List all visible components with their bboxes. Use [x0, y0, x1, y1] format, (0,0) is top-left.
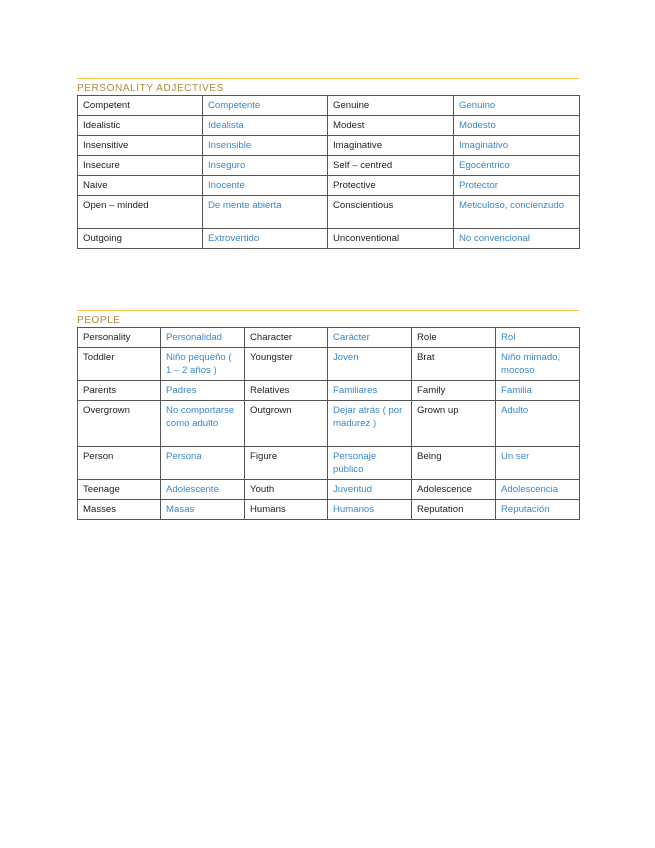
- spanish-translation-cell: Competente: [203, 96, 328, 116]
- spanish-translation-cell: Niño mimado, mocoso: [496, 348, 580, 381]
- english-term-cell: Outgoing: [78, 229, 203, 249]
- people-table: [77, 327, 580, 520]
- spanish-translation-cell: Padres: [161, 381, 245, 401]
- english-term-cell: Personality: [78, 328, 161, 348]
- english-term-cell: Insecure: [78, 156, 203, 176]
- section-title: PEOPLE: [77, 310, 579, 327]
- personality-adjectives-table: [77, 95, 580, 249]
- spanish-translation-cell: No comportarse como adulto: [161, 401, 245, 447]
- section-title: PERSONALITY ADJECTIVES: [77, 78, 579, 95]
- spanish-translation-cell: Juventud: [328, 480, 412, 500]
- spanish-translation-cell: Insensible: [203, 136, 328, 156]
- spanish-translation-cell: Personaje público: [328, 447, 412, 480]
- spanish-translation-cell: Familiares: [328, 381, 412, 401]
- english-term-cell: Masses: [78, 500, 161, 520]
- spanish-translation-cell: Personalidad: [161, 328, 245, 348]
- spanish-translation-cell: Imaginativo: [454, 136, 580, 156]
- table-row: [78, 500, 580, 520]
- english-term-cell: Imaginative: [328, 136, 454, 156]
- english-term-cell: Reputation: [412, 500, 496, 520]
- spanish-translation-cell: Inseguro: [203, 156, 328, 176]
- english-term-cell: Character: [245, 328, 328, 348]
- english-term-cell: Overgrown: [78, 401, 161, 447]
- people-section: [77, 310, 579, 520]
- table-row: [78, 401, 580, 447]
- spanish-translation-cell: Carácter: [328, 328, 412, 348]
- english-term-cell: Outgrown: [245, 401, 328, 447]
- spanish-translation-cell: Dejar atrás ( por madurez ): [328, 401, 412, 447]
- table-row: [78, 229, 580, 249]
- spanish-translation-cell: Un ser: [496, 447, 580, 480]
- table-row: [78, 96, 580, 116]
- spanish-translation-cell: Adolescencia: [496, 480, 580, 500]
- english-term-cell: Youth: [245, 480, 328, 500]
- english-term-cell: Relatives: [245, 381, 328, 401]
- english-term-cell: Teenage: [78, 480, 161, 500]
- table-row: [78, 328, 580, 348]
- spanish-translation-cell: No convencional: [454, 229, 580, 249]
- spanish-translation-cell: Familia: [496, 381, 580, 401]
- spanish-translation-cell: Rol: [496, 328, 580, 348]
- spanish-translation-cell: Meticuloso, concienzudo: [454, 196, 580, 229]
- english-term-cell: Conscientious: [328, 196, 454, 229]
- table-row: [78, 156, 580, 176]
- english-term-cell: Genuine: [328, 96, 454, 116]
- english-term-cell: Open – minded: [78, 196, 203, 229]
- english-term-cell: Being: [412, 447, 496, 480]
- english-term-cell: Toddler: [78, 348, 161, 381]
- spanish-translation-cell: Idealista: [203, 116, 328, 136]
- english-term-cell: Parents: [78, 381, 161, 401]
- english-term-cell: Idealistic: [78, 116, 203, 136]
- english-term-cell: Naive: [78, 176, 203, 196]
- english-term-cell: Competent: [78, 96, 203, 116]
- spanish-translation-cell: Genuino: [454, 96, 580, 116]
- spanish-translation-cell: Inocente: [203, 176, 328, 196]
- spanish-translation-cell: Joven: [328, 348, 412, 381]
- table-row: [78, 176, 580, 196]
- english-term-cell: Family: [412, 381, 496, 401]
- english-term-cell: Humans: [245, 500, 328, 520]
- english-term-cell: Protective: [328, 176, 454, 196]
- spanish-translation-cell: Masas: [161, 500, 245, 520]
- table-row: [78, 196, 580, 229]
- spanish-translation-cell: De mente abierta: [203, 196, 328, 229]
- table-row: [78, 136, 580, 156]
- english-term-cell: Brat: [412, 348, 496, 381]
- english-term-cell: Figure: [245, 447, 328, 480]
- english-term-cell: Modest: [328, 116, 454, 136]
- personality-adjectives-section: [77, 78, 579, 249]
- spanish-translation-cell: Niño pequeño ( 1 – 2 años ): [161, 348, 245, 381]
- table-row: [78, 480, 580, 500]
- english-term-cell: Person: [78, 447, 161, 480]
- table-row: [78, 348, 580, 381]
- spanish-translation-cell: Egocéntrico: [454, 156, 580, 176]
- spanish-translation-cell: Adolescente: [161, 480, 245, 500]
- spanish-translation-cell: Humanos: [328, 500, 412, 520]
- english-term-cell: Self – centred: [328, 156, 454, 176]
- spanish-translation-cell: Protector: [454, 176, 580, 196]
- spanish-translation-cell: Extrovertido: [203, 229, 328, 249]
- table-row: [78, 116, 580, 136]
- english-term-cell: Role: [412, 328, 496, 348]
- spanish-translation-cell: Modesto: [454, 116, 580, 136]
- english-term-cell: Adolescence: [412, 480, 496, 500]
- spanish-translation-cell: Persona: [161, 447, 245, 480]
- english-term-cell: Unconventional: [328, 229, 454, 249]
- english-term-cell: Youngster: [245, 348, 328, 381]
- english-term-cell: Grown up: [412, 401, 496, 447]
- table-row: [78, 381, 580, 401]
- english-term-cell: Insensitive: [78, 136, 203, 156]
- table-row: [78, 447, 580, 480]
- spanish-translation-cell: Adulto: [496, 401, 580, 447]
- spanish-translation-cell: Reputación: [496, 500, 580, 520]
